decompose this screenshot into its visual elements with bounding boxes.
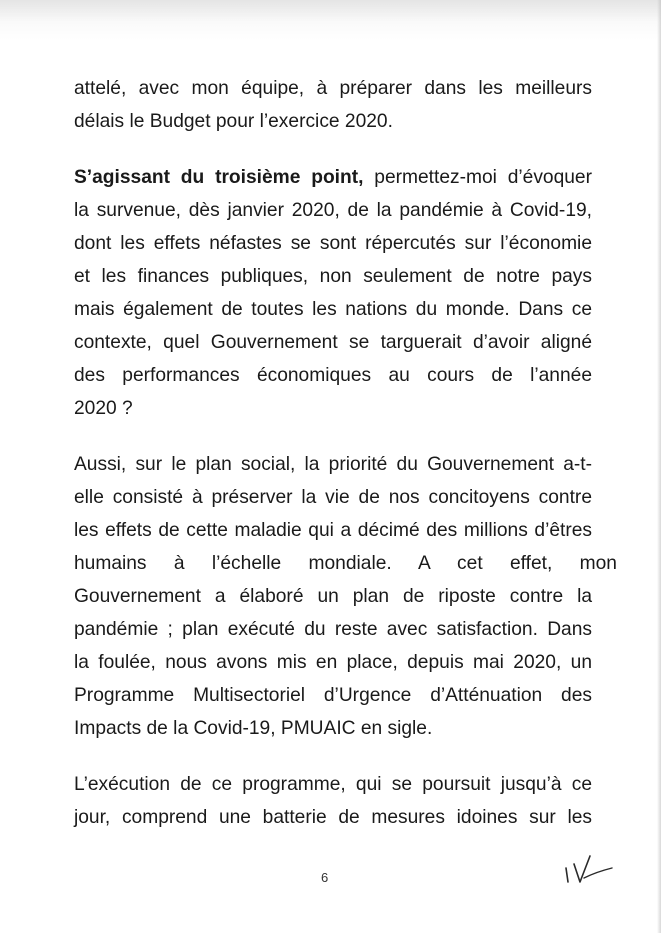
text-line: la foulée, nous avons mis en place, depuis mai 2020, un bbox=[74, 652, 592, 673]
text-line: des performances économiques au cours de l’année bbox=[74, 365, 592, 386]
body-text bbox=[74, 72, 617, 857]
paragraph-1 bbox=[74, 72, 592, 138]
text-line: L’exécution de ce programme, qui se poursuit jusqu’à ce bbox=[74, 774, 592, 795]
text-line: délais le Budget pour l’exercice 2020. bbox=[74, 111, 393, 132]
text-line: les effets de cette maladie qui a décimé des millions d’êtres bbox=[74, 520, 592, 541]
text-line: elle consisté à préserver la vie de nos concitoyens contre bbox=[74, 487, 592, 508]
paragraph-3 bbox=[74, 448, 617, 745]
text-line: Impacts de la Covid-19, PMUAIC en sigle. bbox=[74, 718, 433, 739]
text-line: Aussi, sur le plan social, la priorité du Gouvernement a-t- bbox=[74, 454, 592, 475]
scan-shadow-right bbox=[657, 0, 661, 933]
text-line: contexte, quel Gouvernement se targuerait d’avoir aligné bbox=[74, 332, 592, 353]
scan-shadow-top bbox=[0, 0, 661, 22]
text-line: Gouvernement a élaboré un plan de riposte contre la bbox=[74, 586, 592, 607]
text-line: mais également de toutes les nations du monde. Dans ce bbox=[74, 299, 592, 320]
text-line: Programme Multisectoriel d’Urgence d’Atténuation des bbox=[74, 685, 592, 706]
handwritten-initials-signature bbox=[560, 848, 618, 890]
paragraph-4 bbox=[74, 768, 592, 834]
paragraph-2 bbox=[74, 161, 592, 425]
text-line-rest: permettez-moi d’évoquer bbox=[363, 167, 592, 188]
text-line: la survenue, dès janvier 2020, de la pandémie à Covid-19, bbox=[74, 200, 592, 221]
text-line: dont les effets néfastes se sont répercutés sur l’économie bbox=[74, 233, 592, 254]
text-line: pandémie ; plan exécuté du reste avec satisfaction. Dans bbox=[74, 619, 592, 640]
text-line: attelé, avec mon équipe, à préparer dans les meilleurs bbox=[74, 78, 592, 99]
paragraph-lead-bold: S’agissant du troisième point, bbox=[74, 167, 364, 188]
text-line: humains à l’échelle mondiale. A cet effet, mon bbox=[74, 553, 617, 574]
text-line: et les finances publiques, non seulement de notre pays bbox=[74, 266, 592, 287]
text-line bbox=[74, 161, 592, 194]
page-number: 6 bbox=[321, 870, 329, 885]
text-line: jour, comprend une batterie de mesures idoines sur les bbox=[74, 807, 592, 828]
text-line: 2020 ? bbox=[74, 398, 133, 419]
